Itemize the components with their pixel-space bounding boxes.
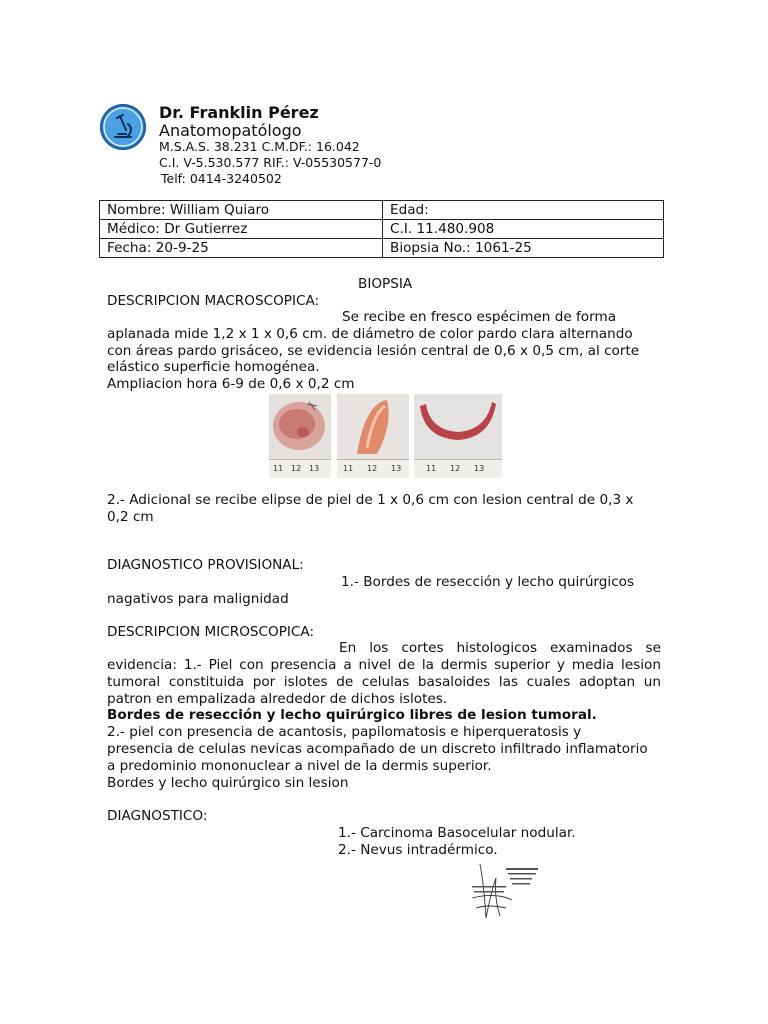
micro-text-line: 2.- piel con presencia de acantosis, papilomatosis e hiperqueratosis y bbox=[107, 724, 582, 740]
id-line: C.I. V-5.530.577 RIF.: V-05530577-0 bbox=[159, 155, 382, 170]
scale-ruler bbox=[269, 459, 331, 478]
macro-heading: DESCRIPCION MACROSCOPICA: bbox=[107, 293, 320, 309]
microscope-icon bbox=[100, 104, 146, 150]
patient-name-cell: Nombre: William Quiaro bbox=[100, 201, 383, 220]
diagnosis-heading: DIAGNOSTICO: bbox=[107, 808, 208, 824]
report-title: BIOPSIA bbox=[358, 276, 413, 292]
ruler-label: 13 bbox=[309, 464, 320, 473]
microscope-logo bbox=[100, 104, 146, 150]
ruler-label: 12 bbox=[291, 464, 302, 473]
micro-text-line: evidencia: 1.- Piel con presencia a nivel de la dermis superior y media lesion bbox=[107, 657, 661, 673]
macro-text-line: Ampliacion hora 6-9 de 0,6 x 0,2 cm bbox=[107, 376, 355, 392]
macro-text-line: Se recibe en fresco espécimen de forma bbox=[342, 309, 617, 325]
patient-info-table bbox=[99, 200, 664, 258]
specimen-photo-2 bbox=[337, 394, 409, 478]
table-row bbox=[100, 220, 664, 239]
patient-id-cell: C.I. 11.480.908 bbox=[383, 220, 664, 239]
macro-text-line: aplanada mide 1,2 x 1 x 0,6 cm. de diámetro de color pardo clara alternando bbox=[107, 326, 633, 342]
diagnosis-item: 2.- Nevus intradérmico. bbox=[338, 842, 498, 858]
ruler-label: 11 bbox=[343, 464, 354, 473]
macro-text-line: elástico superficie homogénea. bbox=[107, 359, 320, 375]
micro-text-line: Bordes y lecho quirúrgico sin lesion bbox=[107, 775, 349, 791]
phone-line: Telf: 0414-3240502 bbox=[161, 171, 282, 186]
specimen-photo-1 bbox=[269, 394, 331, 478]
provisional-diagnosis-heading: DIAGNOSTICO PROVISIONAL: bbox=[107, 557, 304, 573]
micro-text-line: a predominio mononuclear a nivel de la dermis superior. bbox=[107, 758, 492, 774]
micro-text-line: presencia de celulas nevicas acompañado de un discreto infiltrado inflamatorio bbox=[107, 741, 648, 757]
ruler-label: 11 bbox=[426, 464, 437, 473]
micro-text-line: patron en empalizada alrededor de dichos islotes. bbox=[107, 691, 448, 707]
ruler-label: 12 bbox=[450, 464, 461, 473]
patient-age-cell: Edad: bbox=[383, 201, 664, 220]
physician-cell: Médico: Dr Gutierrez bbox=[100, 220, 383, 239]
scale-ruler bbox=[414, 459, 502, 478]
additional-specimen-line: 0,2 cm bbox=[107, 509, 154, 525]
micro-text-line: tumoral constituida por islotes de celulas basaloides las cuales adoptan un bbox=[107, 674, 661, 690]
macro-text-line: con áreas pardo grisáceo, se evidencia lesión central de 0,6 x 0,5 cm, al corte bbox=[107, 343, 640, 359]
ruler-label: 13 bbox=[474, 464, 485, 473]
micro-heading: DESCRIPCION MICROSCOPICA: bbox=[107, 624, 315, 640]
ruler-label: 12 bbox=[367, 464, 378, 473]
signature-stamp bbox=[466, 858, 544, 922]
diagnosis-item: 1.- Carcinoma Basocelular nodular. bbox=[338, 825, 576, 841]
date-cell: Fecha: 20-9-25 bbox=[100, 239, 383, 258]
doctor-title: Anatomopatólogo bbox=[159, 121, 302, 140]
micro-text-line: En los cortes histologicos examinados se bbox=[339, 640, 661, 656]
margins-free-statement: Bordes de resección y lecho quirúrgico libres de lesion tumoral. bbox=[107, 707, 597, 723]
specimen-photo-3 bbox=[414, 394, 502, 478]
ruler-label: 11 bbox=[273, 464, 284, 473]
provisional-diagnosis-line: 1.- Bordes de resección y lecho quirúrgicos bbox=[341, 574, 635, 590]
provisional-diagnosis-line: nagativos para malignidad bbox=[107, 591, 289, 607]
table-row bbox=[100, 239, 664, 258]
additional-specimen-line: 2.- Adicional se recibe elipse de piel de 1 x 0,6 cm con lesion central de 0,3 x bbox=[107, 492, 634, 508]
signature-image bbox=[466, 858, 544, 922]
ruler-label: 13 bbox=[391, 464, 402, 473]
doctor-name: Dr. Franklin Pérez bbox=[159, 103, 319, 122]
table-row bbox=[100, 201, 664, 220]
registration-line: M.S.A.S. 38.231 C.M.DF.: 16.042 bbox=[159, 139, 360, 154]
scale-ruler bbox=[337, 459, 409, 478]
biopsy-number-cell: Biopsia No.: 1061-25 bbox=[383, 239, 664, 258]
